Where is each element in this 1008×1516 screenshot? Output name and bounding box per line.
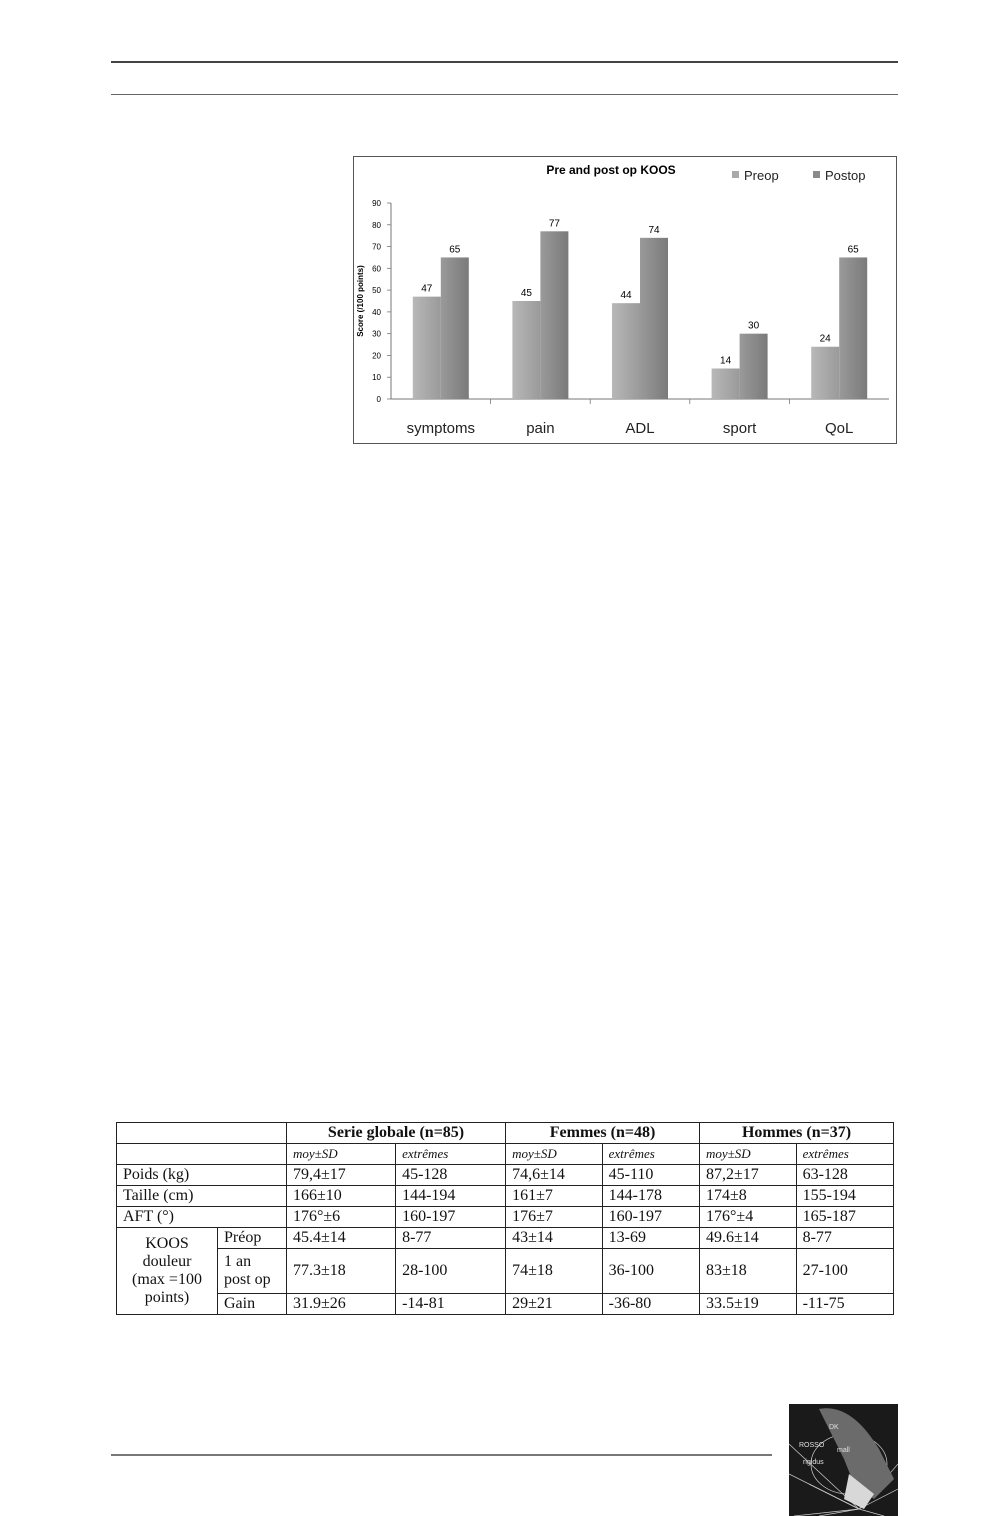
bar-postop — [540, 231, 568, 399]
table-cell: 49.6±14 — [700, 1228, 797, 1249]
koos-row — [117, 1249, 894, 1294]
bar-value-label: 74 — [648, 224, 660, 236]
y-tick-label: 10 — [372, 373, 381, 383]
table-cell: 166±10 — [287, 1186, 396, 1207]
table-cell: 144-178 — [602, 1186, 699, 1207]
logo-word-3: rigidus — [803, 1459, 824, 1466]
koos-label-line: douleur — [142, 1253, 192, 1270]
table-cell: 8-77 — [796, 1228, 893, 1249]
table-cell: 63-128 — [796, 1165, 893, 1186]
bar-value-label: 65 — [847, 244, 859, 256]
row-label: Poids (kg) — [117, 1165, 287, 1186]
table-cell: 74±18 — [506, 1249, 603, 1294]
group-header: Femmes (n=48) — [506, 1123, 700, 1144]
table-row — [117, 1165, 894, 1186]
table-cell: 29±21 — [506, 1294, 603, 1315]
koos-label-line: points) — [144, 1289, 190, 1306]
koos-label-cell — [117, 1228, 218, 1315]
subheader-empty-cell — [117, 1144, 287, 1165]
row-label: AFT (°) — [117, 1207, 287, 1228]
x-tick-label: QoL — [825, 420, 854, 437]
subheader-cell: extrêmes — [796, 1144, 893, 1165]
table-cell: 144-194 — [396, 1186, 506, 1207]
y-tick-label: 70 — [372, 242, 381, 252]
table-cell: 160-197 — [396, 1207, 506, 1228]
bar-value-label: 77 — [548, 218, 560, 230]
table-cell: 77.3±18 — [287, 1249, 396, 1294]
subheader-cell: moy±SD — [506, 1144, 603, 1165]
y-axis-label: Score (/100 points) — [356, 265, 365, 337]
subheader-cell: extrêmes — [396, 1144, 506, 1165]
table-cell: 28-100 — [396, 1249, 506, 1294]
table-cell: 83±18 — [700, 1249, 797, 1294]
table-header-row — [117, 1123, 894, 1144]
table-cell: 31.9±26 — [287, 1294, 396, 1315]
logo-word-4: DK — [829, 1424, 839, 1431]
koos-label-line: KOOS — [145, 1235, 189, 1252]
table-cell: 176±7 — [506, 1207, 603, 1228]
koos-subrow-label: Préop — [218, 1228, 287, 1249]
subheader-cell: extrêmes — [602, 1144, 699, 1165]
table-cell: 43±14 — [506, 1228, 603, 1249]
group-header: Hommes (n=37) — [700, 1123, 894, 1144]
table-cell: 87,2±17 — [700, 1165, 797, 1186]
koos-row — [117, 1228, 894, 1249]
chart-title: Pre and post op KOOS — [546, 163, 676, 177]
subheader-cell: moy±SD — [287, 1144, 396, 1165]
bar-value-label: 30 — [748, 320, 760, 332]
header-empty-cell — [117, 1123, 287, 1144]
bar-value-label: 45 — [520, 288, 532, 299]
table-cell: -11-75 — [796, 1294, 893, 1315]
bar-preop — [712, 369, 740, 399]
journal-logo — [789, 1404, 898, 1516]
table-row — [117, 1207, 894, 1228]
legend-swatch — [813, 171, 820, 178]
y-tick-label: 80 — [372, 220, 381, 230]
header-rule-bottom — [111, 94, 898, 95]
x-tick-label: sport — [722, 420, 757, 437]
bar-postop — [740, 334, 768, 399]
patient-data-table — [116, 1122, 894, 1315]
bar-postop — [640, 238, 668, 399]
bar-value-label: 44 — [620, 290, 632, 302]
bar-preop — [512, 301, 540, 399]
footer-rule — [111, 1454, 772, 1456]
table-row — [117, 1186, 894, 1207]
x-tick-label: pain — [526, 420, 555, 437]
chart-svg — [354, 157, 896, 443]
x-tick-label: symptoms — [406, 420, 475, 437]
table-cell: 27-100 — [796, 1249, 893, 1294]
table-cell: 161±7 — [506, 1186, 603, 1207]
table-subheader-row — [117, 1144, 894, 1165]
bar-preop — [413, 297, 441, 399]
table-body — [117, 1123, 894, 1315]
table-cell: 45-110 — [602, 1165, 699, 1186]
row-label: Taille (cm) — [117, 1186, 287, 1207]
group-header: Serie globale (n=85) — [287, 1123, 506, 1144]
table-cell: 36-100 — [602, 1249, 699, 1294]
table-cell: 155-194 — [796, 1186, 893, 1207]
table-cell: -14-81 — [396, 1294, 506, 1315]
koos-row — [117, 1294, 894, 1315]
table-cell: 45.4±14 — [287, 1228, 396, 1249]
table-cell: 13-69 — [602, 1228, 699, 1249]
logo-word-1: ROSSO — [799, 1442, 825, 1449]
bar-value-label: 47 — [421, 283, 433, 295]
bar-value-label: 14 — [720, 355, 732, 367]
bar-postop — [441, 257, 469, 399]
table-cell: 165-187 — [796, 1207, 893, 1228]
y-tick-label: 90 — [372, 199, 381, 208]
y-tick-label: 50 — [372, 286, 381, 296]
y-tick-label: 30 — [372, 329, 381, 339]
legend-label: Preop — [744, 168, 779, 183]
table-cell: 79,4±17 — [287, 1165, 396, 1186]
table-cell: 160-197 — [602, 1207, 699, 1228]
x-tick-label: ADL — [625, 420, 655, 437]
koos-subrow-label: 1 an post op — [218, 1249, 287, 1294]
bar-value-label: 65 — [449, 244, 461, 256]
y-tick-label: 0 — [376, 395, 381, 404]
table-cell: 174±8 — [700, 1186, 797, 1207]
y-tick-label: 60 — [372, 264, 381, 274]
table-cell: -36-80 — [602, 1294, 699, 1315]
bar-postop — [839, 257, 867, 399]
bar-value-label: 24 — [819, 333, 831, 345]
logo-word-2: mall — [837, 1447, 850, 1454]
subheader-cell: moy±SD — [700, 1144, 797, 1165]
legend-label: Postop — [825, 168, 866, 183]
legend-swatch — [732, 171, 739, 178]
bar-preop — [612, 303, 640, 399]
logo-artwork — [789, 1404, 898, 1516]
bar-preop — [811, 347, 839, 399]
header-rule-top — [111, 61, 898, 63]
koos-subrow-label: Gain — [218, 1294, 287, 1315]
koos-bar-chart — [353, 156, 897, 444]
table-cell: 176°±4 — [700, 1207, 797, 1228]
table-cell: 176°±6 — [287, 1207, 396, 1228]
y-tick-label: 40 — [372, 307, 381, 317]
koos-label-line: (max =100 — [132, 1271, 202, 1288]
table-cell: 8-77 — [396, 1228, 506, 1249]
table-cell: 74,6±14 — [506, 1165, 603, 1186]
table-cell: 45-128 — [396, 1165, 506, 1186]
y-tick-label: 20 — [372, 351, 381, 361]
table-cell: 33.5±19 — [700, 1294, 797, 1315]
